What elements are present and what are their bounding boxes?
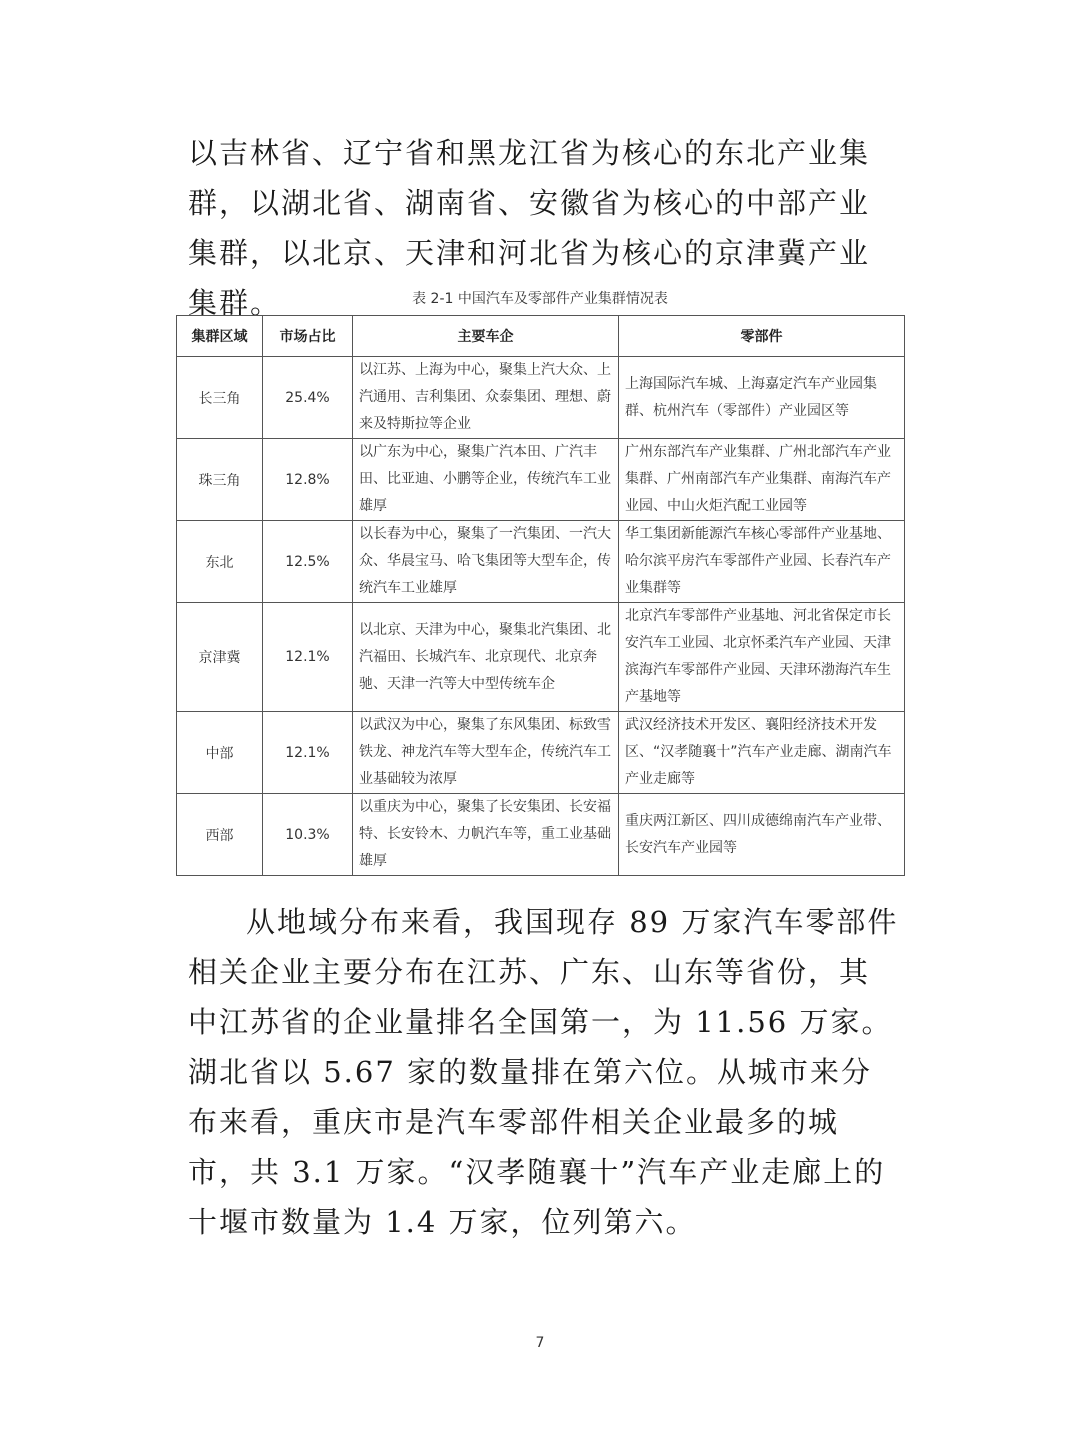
header-region: 集群区域 xyxy=(177,316,263,357)
cell-share: 10.3% xyxy=(263,794,353,876)
cell-region: 珠三角 xyxy=(177,439,263,521)
cell-parts: 华工集团新能源汽车核心零部件产业基地、哈尔滨平房汽车零部件产业园、长春汽车产业集群等 xyxy=(619,521,905,603)
header-share: 市场占比 xyxy=(263,316,353,357)
cell-parts: 重庆两江新区、四川成德绵南汽车产业带、长安汽车产业园等 xyxy=(619,794,905,876)
cell-share: 25.4% xyxy=(263,357,353,439)
cell-parts: 北京汽车零部件产业基地、河北省保定市长安汽车工业园、北京怀柔汽车产业园、天津滨海汽车零部件产业园、天津环渤海汽车生产基地等 xyxy=(619,603,905,712)
cell-automakers: 以江苏、上海为中心，聚集上汽大众、上汽通用、吉利集团、众泰集团、理想、蔚来及特斯拉等企业 xyxy=(353,357,619,439)
cell-automakers: 以重庆为中心，聚集了长安集团、长安福特、长安铃木、力帆汽车等，重工业基础雄厚 xyxy=(353,794,619,876)
cell-region: 中部 xyxy=(177,712,263,794)
cell-share: 12.1% xyxy=(263,603,353,712)
cell-parts: 武汉经济技术开发区、襄阳经济技术开发区、“汉孝随襄十”汽车产业走廊、湖南汽车产业走廊等 xyxy=(619,712,905,794)
table-row xyxy=(177,712,905,794)
cell-automakers: 以北京、天津为中心，聚集北汽集团、北汽福田、长城汽车、北京现代、北京奔驰、天津一汽等大中型传统车企 xyxy=(353,603,619,712)
cell-automakers: 以广东为中心，聚集广汽本田、广汽丰田、比亚迪、小鹏等企业，传统汽车工业雄厚 xyxy=(353,439,619,521)
intro-paragraph: 以吉林省、辽宁省和黑龙江省为核心的东北产业集群，以湖北省、湖南省、安徽省为核心的中部产业集群，以北京、天津和河北省为核心的京津冀产业集群。 xyxy=(188,136,871,320)
cell-share: 12.1% xyxy=(263,712,353,794)
header-parts: 零部件 xyxy=(619,316,905,357)
table-row xyxy=(177,439,905,521)
industry-cluster-table xyxy=(176,315,905,876)
cell-share: 12.8% xyxy=(263,439,353,521)
cell-automakers: 以长春为中心，聚集了一汽集团、一汽大众、华晨宝马、哈飞集团等大型车企，传统汽车工业雄厚 xyxy=(353,521,619,603)
cell-share: 12.5% xyxy=(263,521,353,603)
page-number: 7 xyxy=(535,1335,545,1351)
table-row xyxy=(177,603,905,712)
header-automakers: 主要车企 xyxy=(353,316,619,357)
cell-region: 东北 xyxy=(177,521,263,603)
table-caption: 表 2-1 中国汽车及零部件产业集群情况表 xyxy=(412,291,668,307)
table-row xyxy=(177,521,905,603)
body-paragraph: 从地域分布来看，我国现存 89 万家汽车零部件相关企业主要分布在江苏、广东、山东等省份，其中江苏省的企业量排名全国第一，为 11.56 万家。湖北省以 5.67 家的数量排在第六位。从城市来分布来看，重庆市是汽车零部件相关企业最多的城市，共 3.1 万家。“汉孝随襄十”汽车产业走廊上的十堰市数量为 1.4 万家，位列第六。 xyxy=(188,905,899,1239)
table-row xyxy=(177,357,905,439)
cell-region: 长三角 xyxy=(177,357,263,439)
table-header-row xyxy=(177,316,905,357)
table-row xyxy=(177,794,905,876)
cell-region: 西部 xyxy=(177,794,263,876)
cell-region: 京津冀 xyxy=(177,603,263,712)
cell-parts: 广州东部汽车产业集群、广州北部汽车产业集群、广州南部汽车产业集群、南海汽车产业园、中山火炬汽配工业园等 xyxy=(619,439,905,521)
cell-parts: 上海国际汽车城、上海嘉定汽车产业园集群、杭州汽车（零部件）产业园区等 xyxy=(619,357,905,439)
cell-automakers: 以武汉为中心，聚集了东风集团、标致雪铁龙、神龙汽车等大型车企，传统汽车工业基础较为浓厚 xyxy=(353,712,619,794)
